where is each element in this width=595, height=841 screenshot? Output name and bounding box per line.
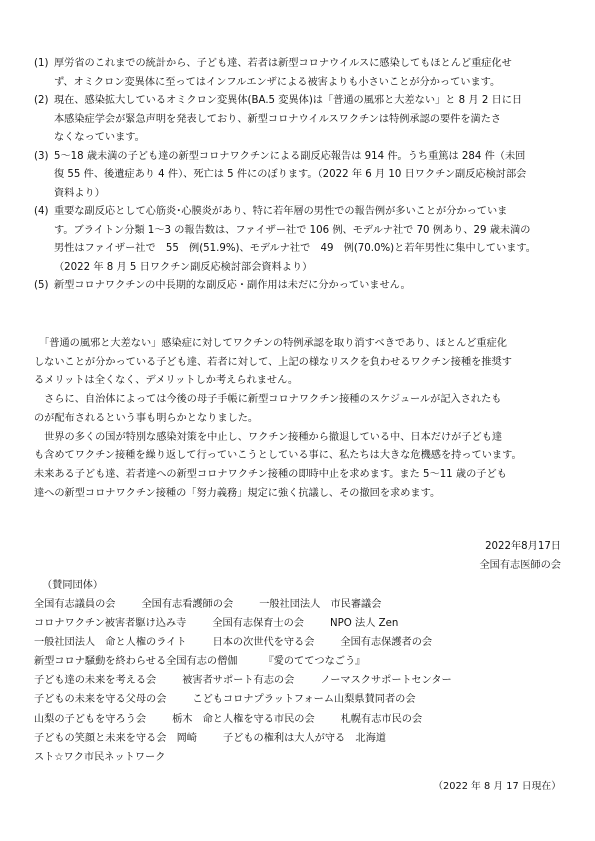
point-item	[34, 92, 564, 148]
point-text	[54, 277, 564, 296]
supporters-row	[34, 729, 574, 748]
text-line: 厚労省のこれまでの統計から、子ども達、若者は新型コロナウイルスに感染してもほとんど重症化せ	[54, 58, 512, 69]
point-item	[34, 277, 564, 296]
point-number: (3)	[34, 150, 49, 162]
supporter-name: 一般社団法人 市民審議会	[259, 599, 382, 610]
paragraph-line: 達への新型コロナワクチン接種の「努力義務」規定に強く抗議し、その撤回を求めます。	[34, 487, 441, 499]
point-number: (5)	[34, 280, 49, 291]
paragraph-line: も含めてワクチン接種を繰り返して行っていこうとしている事に、私たちは大きな危機感を持っています。	[34, 450, 522, 462]
supporters-row	[34, 671, 574, 690]
text-line: 復 55 件、後遺症あり 4 件）、死亡は 5 件にのぼります。（2022 年 6 月 10 日ワクチン副反応検討部会	[54, 169, 527, 180]
supporters-row	[34, 652, 574, 671]
supporters-row	[34, 690, 574, 709]
point-text	[54, 55, 564, 92]
supporter-name: 子どもの未来を守る父母の会	[34, 694, 167, 706]
supporter-name: 日本の次世代を守る会	[212, 637, 315, 649]
supporters-as-of-date: （2022 年 8 月 17 日現在）	[433, 781, 561, 792]
supporters-row	[34, 595, 574, 614]
text-line: 重要な副反応として心筋炎･心膜炎があり、特に若年層の男性での報告例が多いことが分かっていま	[54, 206, 508, 217]
point-number: (4)	[34, 206, 49, 217]
supporters-section	[34, 576, 574, 767]
point-item	[34, 55, 564, 92]
supporter-name: 栃木 命と人権を守る市民の会	[172, 713, 315, 725]
point-number: (1)	[34, 58, 49, 69]
supporter-name: ノーマスクサポートセンター	[320, 675, 452, 687]
signature-block	[480, 538, 562, 575]
text-line: 5～18 歳未満の子ども達の新型コロナワクチンによる副反応報告は 914 件。うち重篤は 284 件（未回	[54, 150, 526, 162]
supporter-name: 一般社団法人 命と人権のライト	[34, 637, 187, 649]
supporter-name: NPO 法人 Zen	[330, 618, 399, 630]
paragraph-line: 世界の多くの国が特別な感染対策を中止し、ワクチン接種から撤退している中、日本だけが子ども達	[34, 431, 503, 443]
supporter-name: こどもコロナプラットフォーム山梨県賛同者の会	[192, 694, 416, 706]
numbered-points	[34, 55, 564, 296]
supporter-name: 全国有志議員の会	[34, 599, 116, 610]
point-item	[34, 203, 564, 277]
supporters-row	[34, 614, 574, 633]
point-text	[54, 148, 564, 204]
point-number: (2)	[34, 95, 49, 106]
supporter-name: 山梨の子どもを守ろう会	[34, 713, 147, 725]
supporters-row	[34, 748, 574, 767]
text-line: （2022 年 8 月 5 日ワクチン副反応検討部会資料より）	[54, 261, 313, 273]
paragraph-line: しないことが分かっている子ども達、若者に対して、上記の様なリスクを負わせるワクチン接種を推奨す	[34, 356, 512, 368]
supporter-name: スト☆ワク市民ネットワーク	[34, 751, 166, 763]
supporter-name: 被害者サポート有志の会	[182, 675, 295, 687]
point-text	[54, 203, 564, 277]
paragraph-line: 未来ある子ども達、若者達への新型コロナワクチン接種の即時中止を求めます。また 5～11 歳の子ども	[34, 468, 507, 480]
supporter-name: 全国有志保育士の会	[212, 618, 304, 630]
text-line: す。ブライトン分類 1～3 の報告数は、ファイザー社で 106 例、モデルナ社で 70 例あり、29 歳未満の	[54, 224, 531, 236]
supporter-name: 全国有志看護師の会	[141, 599, 234, 610]
supporter-name: 子ども達の未来を考える会	[34, 675, 157, 687]
supporter-name: 札幌有志市民の会	[340, 713, 423, 725]
paragraph-line: 「普通の風邪と大差ない」感染症に対してワクチンの特例承認を取り消すべきであり、ほとんど重症化	[34, 338, 507, 349]
paragraph-line: のが配布されるという事も明らかとなりました。	[34, 412, 259, 424]
point-item	[34, 148, 564, 204]
text-line: 男性はファイザー社で 55 例(51.9%)、モデルナ社で 49 例(70.0%)と若年男性に集中しています。	[54, 243, 536, 254]
body-paragraphs	[34, 335, 569, 503]
point-text	[54, 92, 564, 148]
text-line: なくなっています。	[54, 132, 145, 143]
text-line: ず、オミクロン変異体に至ってはインフルエンザによる被害よりも小さいことが分かっています。	[54, 76, 501, 88]
supporter-name: 子どもの権利は大人が守る 北海道	[223, 732, 386, 744]
signature-organization: 全国有志医師の会	[479, 559, 561, 571]
supporter-name: 新型コロナ騒動を終わらせる全国有志の僧伽	[34, 656, 238, 668]
supporters-row	[34, 710, 574, 729]
supporters-title: （賛同団体）	[42, 580, 104, 591]
supporter-name: 『愛のててつなごう』	[263, 656, 366, 668]
signature-date: 2022年8月17日	[485, 541, 561, 552]
paragraph-line: さらに、自治体によっては今後の母子手帳に新型コロナワクチン接種のスケジュールが記入されたも	[34, 394, 502, 406]
text-line: 現在、感染拡大しているオミクロン変異体(BA.5 変異体)は「普通の風邪と大差ない」と 8 月 2 日に日	[54, 95, 523, 106]
supporter-name: コロナワクチン被害者駆け込み寺	[34, 618, 187, 630]
supporter-name: 子どもの笑顔と未来を守る会 岡崎	[34, 732, 197, 744]
paragraph-line: るメリットは全くなく、デメリットしか考えられません。	[34, 375, 299, 387]
text-line: 資料より）	[54, 187, 105, 199]
text-line: 新型コロナワクチンの中長期的な副反応・副作用は未だに分かっていません。	[54, 280, 411, 291]
text-line: 本感染症学会が緊急声明を発表しており、新型コロナウイルスワクチンは特例承認の要件を満たさ	[54, 113, 502, 125]
supporter-name: 全国有志保護者の会	[340, 637, 433, 649]
supporters-row	[34, 633, 574, 652]
